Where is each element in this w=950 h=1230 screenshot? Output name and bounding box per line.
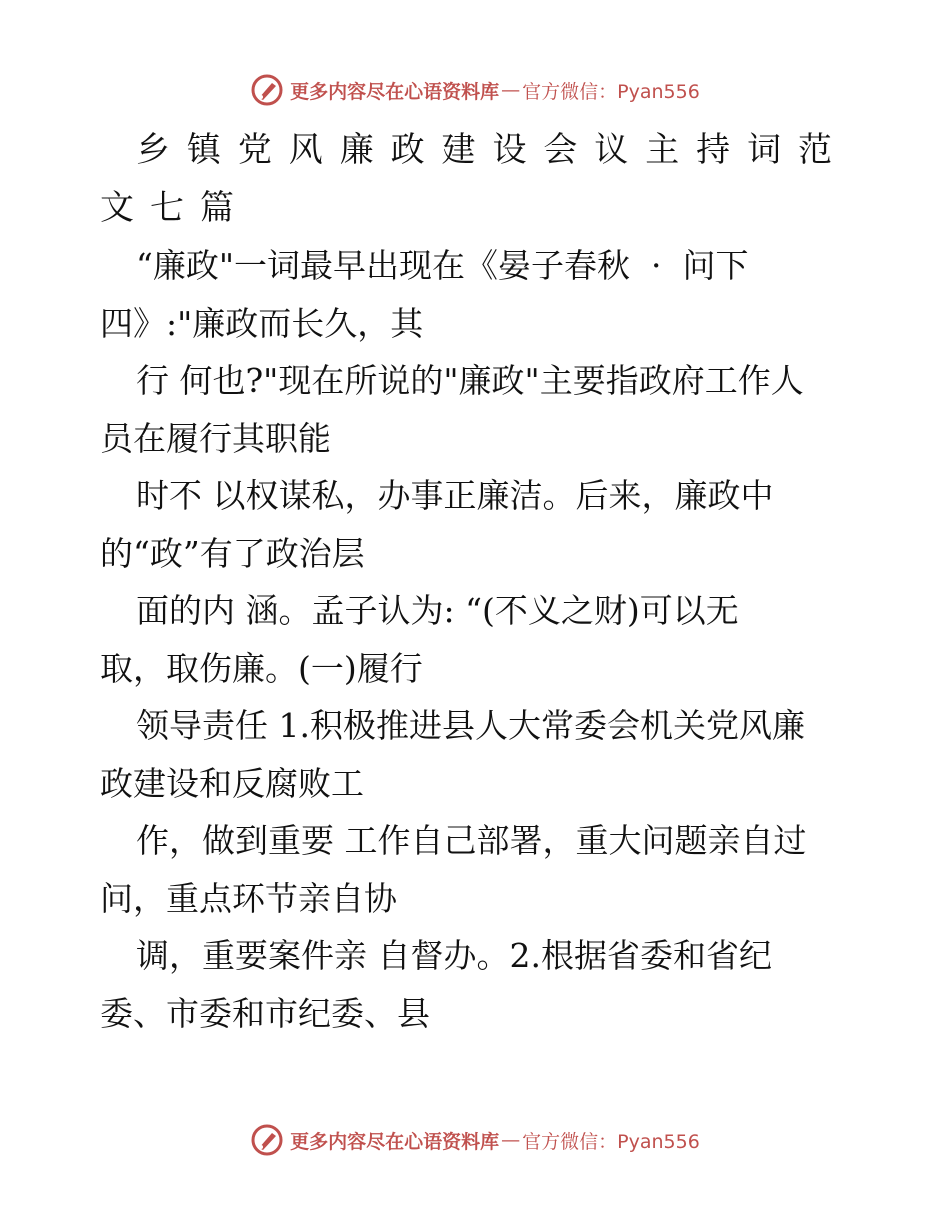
title-char: 设	[492, 130, 527, 170]
banner-dash: —	[501, 1129, 521, 1151]
title-char: 乡	[136, 130, 170, 170]
paragraph-line: 时不 以权谋私，办事正廉洁。后来，廉政中	[136, 476, 774, 515]
paragraph-line: 领导责任 1.积极推进县人大常委会机关党风廉	[136, 706, 805, 745]
banner-wechat-text: 官方微信：Pyan556	[522, 1130, 700, 1153]
title-char: 持	[696, 130, 731, 170]
document-title-line-1	[100, 122, 832, 180]
banner-brand-text: 更多内容尽在心语资料库	[290, 1130, 500, 1153]
header-watermark-banner	[0, 70, 950, 110]
document-title-line-2: 文七篇	[100, 187, 250, 228]
paragraph-line: 取，取伤廉。(一)履行	[100, 648, 423, 688]
footer-watermark-banner	[0, 1120, 950, 1160]
paragraph-line: 调，重要案件亲 自督办。2.根据省委和省纪	[136, 936, 772, 975]
paragraph-line: “廉政"一词最早出现在《晏子春秋 · 问下	[136, 246, 749, 285]
paragraph-line: 员在履行其职能	[100, 418, 331, 458]
paragraph-line: 行 何也?"现在所说的"廉政"主要指政府工作人	[136, 361, 804, 400]
title-char: 议	[594, 130, 629, 170]
title-char: 主	[645, 130, 680, 170]
title-char: 词	[747, 130, 782, 170]
pen-circle-logo-icon	[250, 1123, 284, 1157]
paragraph-line: 作，做到重要 工作自己部署，重大问题亲自过	[136, 821, 807, 860]
title-char: 政	[390, 130, 425, 170]
banner-wechat-text: 官方微信：Pyan556	[522, 80, 700, 103]
title-char: 建	[441, 130, 476, 170]
title-char: 会	[543, 130, 578, 170]
pen-circle-logo-icon	[250, 73, 284, 107]
document-body	[100, 122, 840, 1042]
title-char: 范	[797, 130, 832, 170]
paragraph-line: 政建设和反腐败工	[100, 763, 364, 803]
title-char: 风	[288, 130, 323, 170]
paragraph-line: 的“政”有了政治层	[100, 533, 365, 573]
paragraph-line: 问，重点环节亲自协	[100, 878, 397, 918]
title-char: 镇	[186, 130, 221, 170]
paragraph-line: 面的内 涵。孟子认为: “(不义之财)可以无	[136, 591, 739, 630]
document-paragraphs	[100, 237, 840, 1042]
title-char: 廉	[339, 130, 374, 170]
paragraph-line: 四》:"廉政而长久，其	[100, 303, 424, 343]
title-char: 党	[237, 130, 272, 170]
paragraph-line: 委、市委和市纪委、县	[100, 993, 430, 1033]
banner-dash: —	[501, 79, 521, 101]
banner-brand-text: 更多内容尽在心语资料库	[290, 80, 500, 103]
